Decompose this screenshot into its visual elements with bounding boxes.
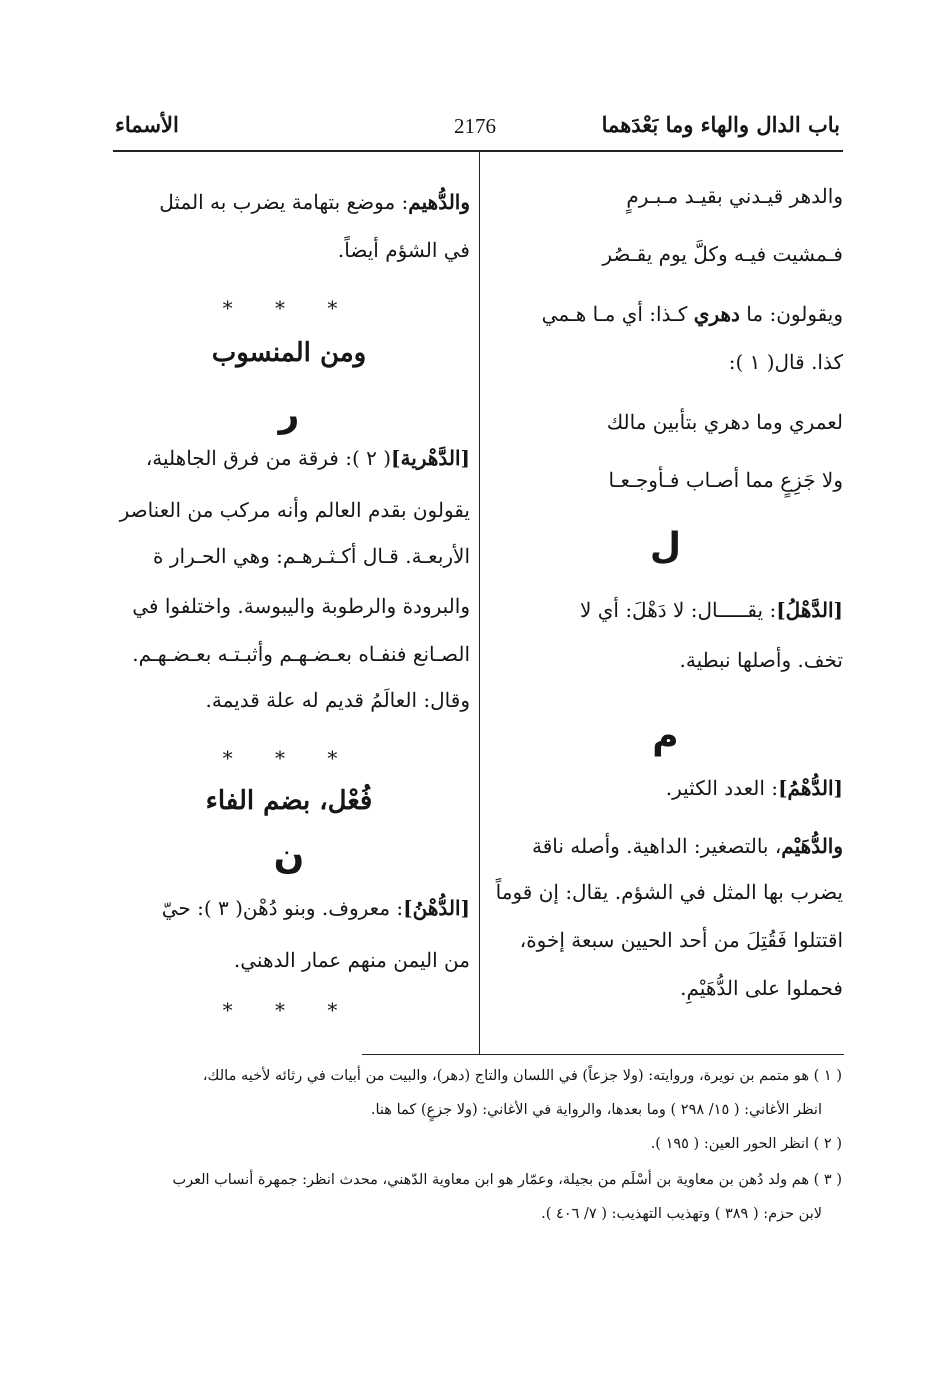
text-line: والدُّهَيْم، بالتصغير: الداهية. وأصله ناقة — [531, 834, 843, 858]
text-line: من اليمن منهم عمار الدهني. — [233, 948, 470, 972]
text-line: والدُّهيم: موضع بتهامة يضرب به المثل — [159, 190, 470, 214]
text-line: يضرب بها المثل في الشؤم. يقال: إن قوماً — [495, 880, 843, 904]
footnote-3-continued: لابن حزم: ( ٣٨٩ ) وتهذيب التهذيب: ( ٧/ ٤٠٦ ). — [541, 1206, 822, 1222]
entry-term: [الدُّهْمُ] — [778, 776, 843, 800]
text-line: فحملوا على الدُّهَيْمِ. — [680, 976, 843, 1000]
footnote-rule — [362, 1054, 844, 1055]
letter-heading: م — [652, 716, 679, 757]
column-divider — [479, 152, 480, 1055]
section-separator: * * * — [222, 296, 356, 320]
text-line: الصـانع فنفـاه بعـضـهـم وأثبـتـه بعـضـهـم. — [132, 642, 470, 666]
entry-term: والدُّهَيْم — [781, 834, 843, 858]
footnote-1: ( ١ ) هو متمم بن نويرة، وروايته: (ولا جزعاً) في اللسان والتاج (دهر)، والبيت من أبيات في رثائه لأخيه مالك، — [202, 1068, 842, 1084]
text-line: [الدُّهْنُ]: معروف. وبنو دُهْن( ٣ ): حيّ — [161, 896, 470, 920]
verse-line: لعمري وما دهري بتأبين مالك — [606, 410, 843, 434]
text-line: يقولون بقدم العالم وأنه مركب من العناصر — [119, 498, 470, 522]
letter-heading: ر — [278, 394, 300, 435]
verse-line: ولا جَزِعٍ مما أصـاب فـأوجـعـا — [608, 468, 843, 492]
page-number: 2176 — [454, 114, 496, 138]
entry-term: [الدُّهْنُ] — [403, 896, 470, 920]
text-line: الأربعـة. قـال أكـثـرهـم: وهي الحـرار ة — [153, 544, 470, 568]
footnote-1-continued: انظر الأغاني: ( ١٥/ ٢٩٨ ) وما بعدها، والرواية في الأغاني: (ولا جزعٍ) كما هنا. — [370, 1102, 822, 1118]
text-line: ويقولون: ما دهري كـذا: أي مـا هـمي — [541, 302, 843, 326]
footnote-3: ( ٣ ) هم ولد دُهن بن معاوية بن أسْلَم من بجيلة، وعمّار هو ابن معاوية الدّهني، محدث انظر: جمهرة أنساب العرب — [172, 1172, 842, 1188]
text-line: والبرودة والرطوبة واليبوسة. واختلفوا في — [132, 594, 470, 618]
verse-line: والدهر قيـدني بقيـد مـبـرمٍ — [626, 184, 843, 208]
chapter-title: باب الدال والهاء وما بَعْدَهما — [601, 112, 840, 137]
section-title: الأسماء — [115, 112, 179, 137]
text-line: وقال: العالَمُ قديم له علة قديمة. — [205, 688, 470, 712]
entry-term: [الدَّهْرية] — [391, 446, 470, 470]
text-line: كذا. قال( ١ ): — [728, 350, 843, 374]
header-rule — [113, 150, 843, 152]
section-heading: ومن المنسوب — [211, 338, 367, 368]
section-heading: فُعْل، بضم الفاء — [205, 786, 373, 816]
text-line: [الدَّهْلُ]: يقـــــال: لا دَهْلَ: أي لا — [579, 598, 843, 622]
entry-term: والدُّهيم — [408, 190, 470, 214]
letter-heading: ل — [649, 526, 682, 567]
section-separator: * * * — [222, 998, 356, 1022]
text-line: [الدَّهْرية]( ٢ ): فرقة من فرق الجاهلية، — [145, 446, 470, 470]
text-line: اقتتلوا فَقُتِلَ من أحد الحيين سبعة إخوة، — [519, 928, 843, 952]
section-separator: * * * — [222, 746, 356, 770]
verse-line: فـمشيت فيـه وكلَّ يوم يقـصُر — [602, 242, 843, 266]
text-line: في الشؤم أيضاً. — [337, 238, 470, 262]
entry-term: دهري — [693, 302, 740, 326]
entry-term: [الدَّهْلُ] — [776, 598, 843, 622]
text-line: [الدُّهْمُ]: العدد الكثير. — [665, 776, 843, 800]
letter-heading: ن — [273, 836, 305, 877]
footnote-2: ( ٢ ) انظر الحور العين: ( ١٩٥ ). — [650, 1136, 842, 1152]
text-line: تخف. وأصلها نبطية. — [679, 648, 843, 672]
